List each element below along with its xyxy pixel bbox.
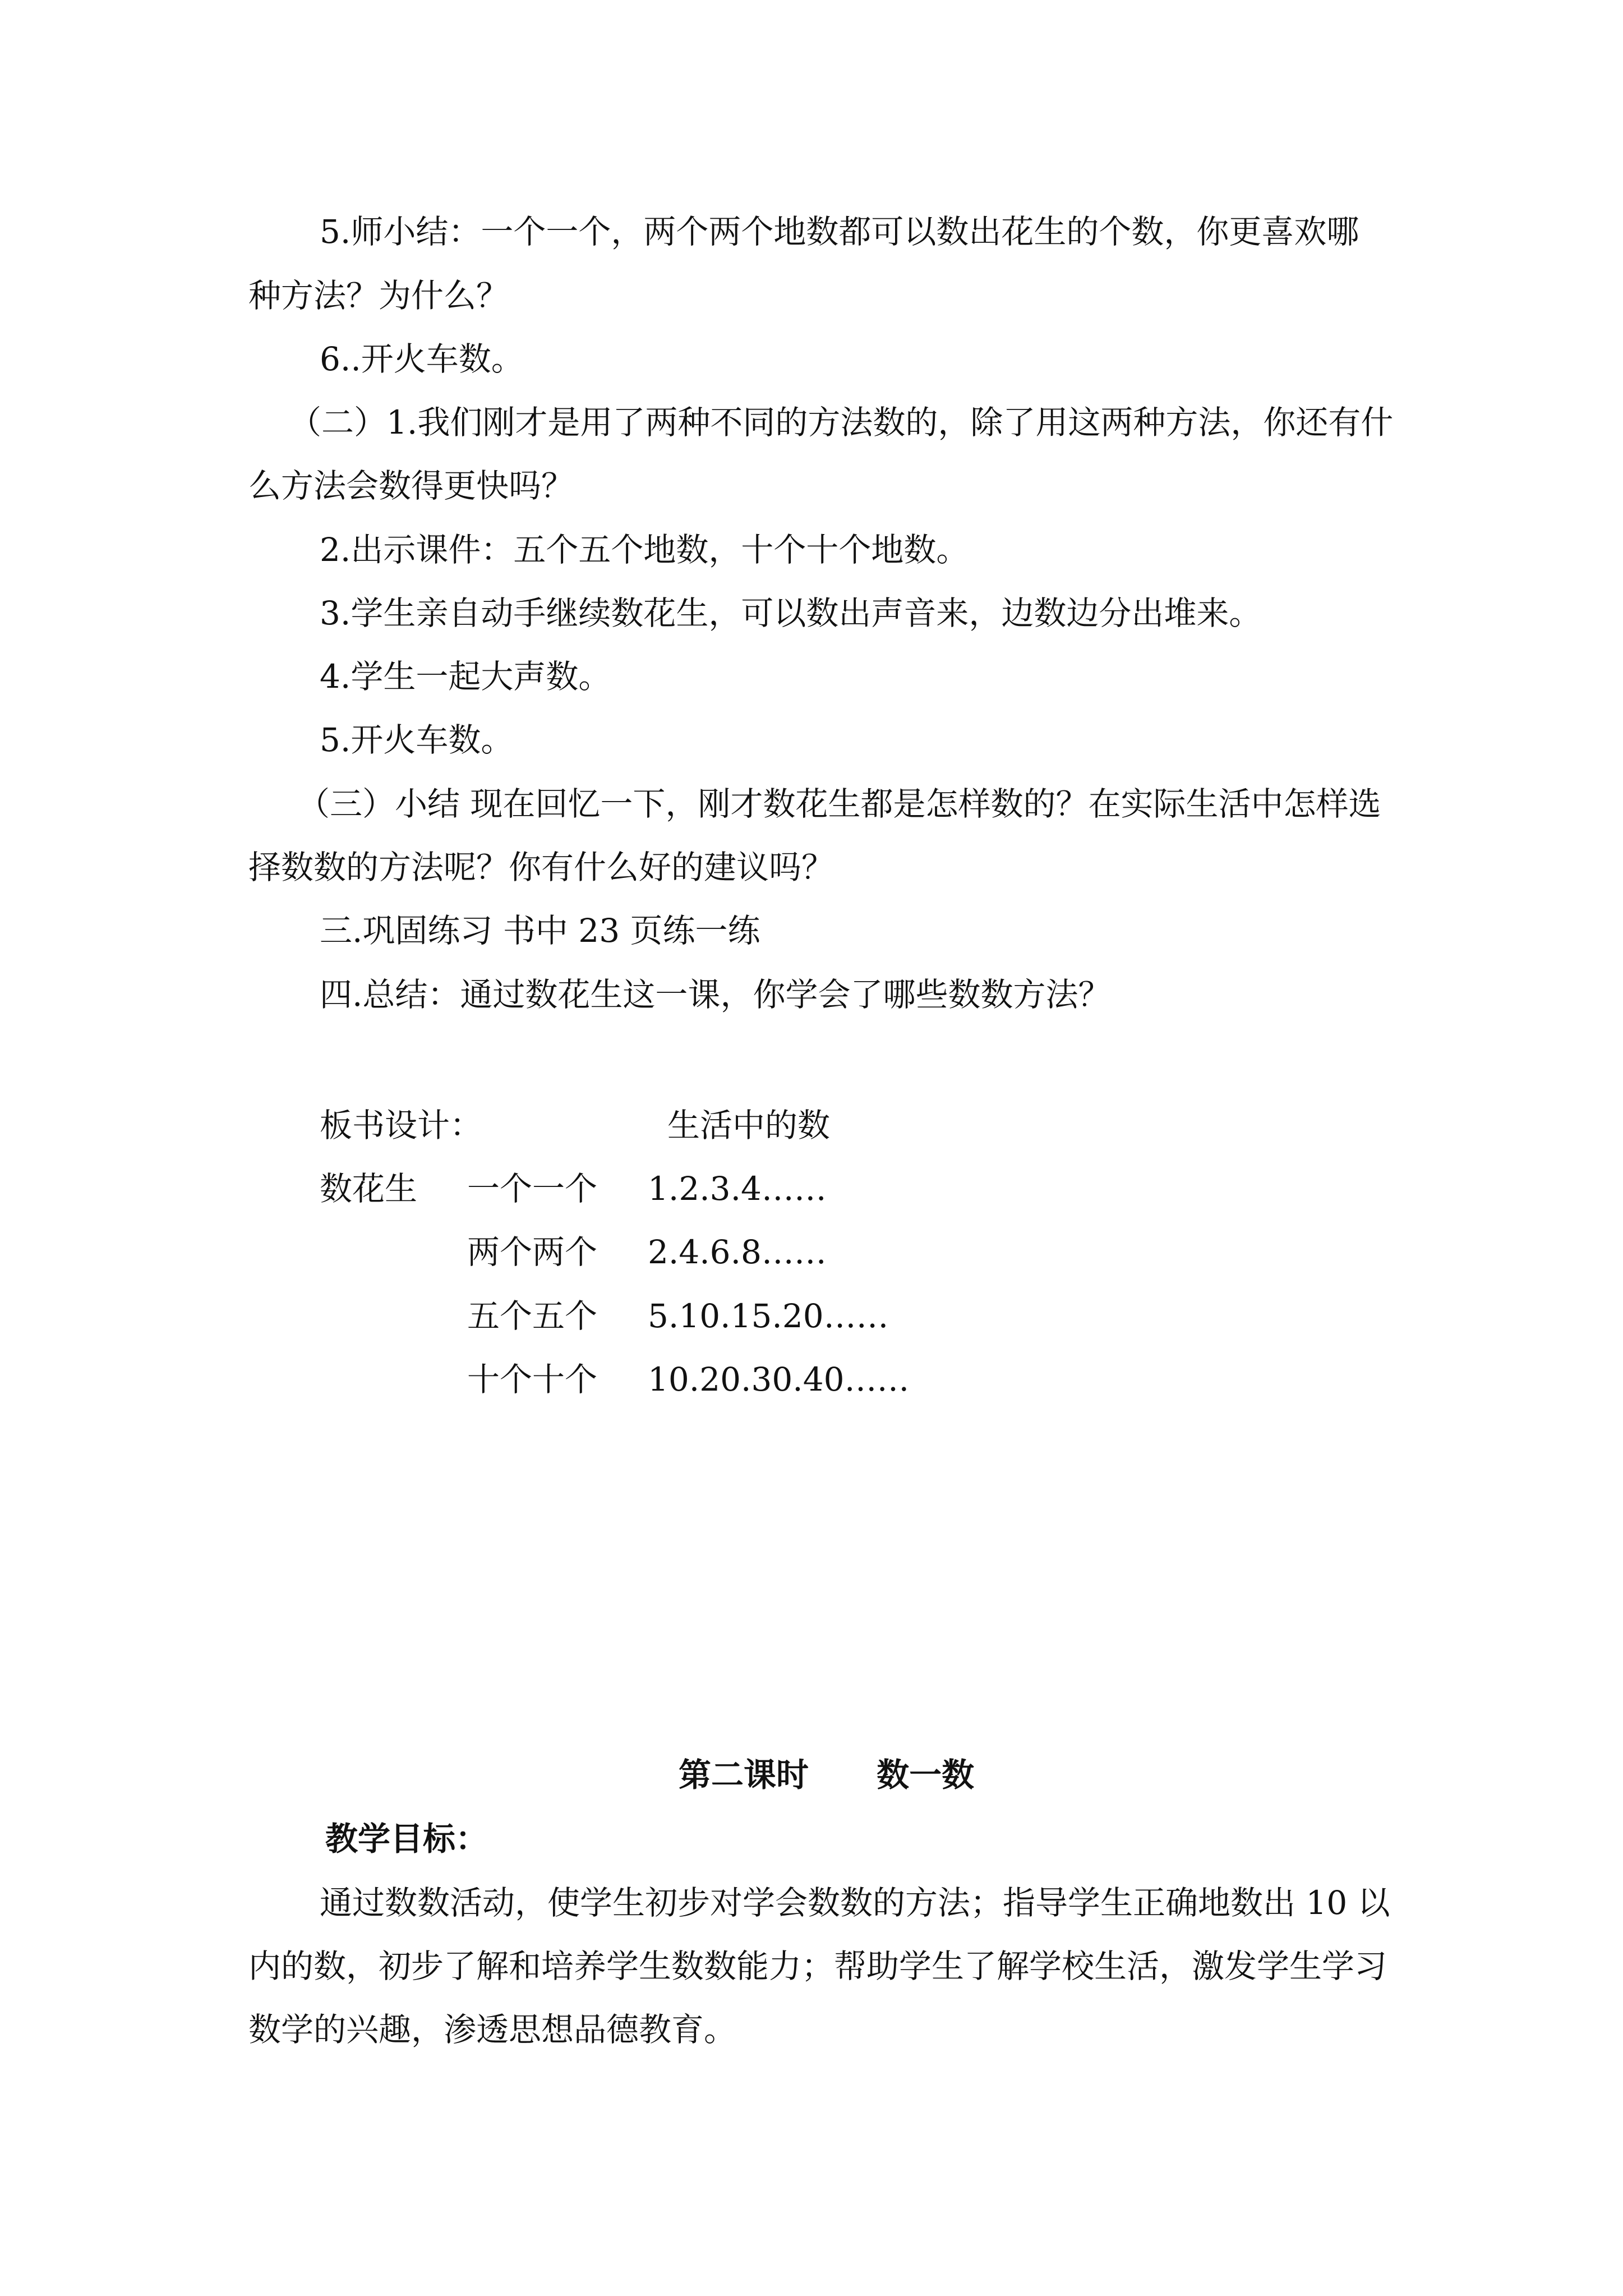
paragraph-line: 5.开火车数。 xyxy=(320,721,514,759)
paragraph-line: 数学的兴趣，渗透思想品德教育。 xyxy=(248,2010,737,2049)
board-label: 板书设计： xyxy=(320,1106,483,1144)
goals-heading: 教学目标： xyxy=(325,1820,488,1858)
board-row-method: 一个一个 xyxy=(467,1170,598,1208)
paragraph-line: 3.学生亲自动手继续数花生，可以数出声音来，边数边分出堆来。 xyxy=(320,594,1262,632)
paragraph-line: 5.师小结：一个一个，两个两个地数都可以数出花生的个数，你更喜欢哪 xyxy=(320,213,1359,251)
board-row-method: 十个十个 xyxy=(467,1360,598,1398)
paragraph-line: 4.学生一起大声数。 xyxy=(320,657,611,696)
paragraph-line: （三）小结 现在回忆一下，刚才数花生都是怎样数的？在实际生活中怎样选 xyxy=(297,785,1381,823)
paragraph-line: 择数数的方法呢？你有什么好的建议吗？ xyxy=(248,848,834,886)
paragraph-line: 三.巩固练习 书中 23 页练一练 xyxy=(320,912,760,950)
board-title: 生活中的数 xyxy=(667,1106,831,1144)
paragraph-line: （二）1.我们刚才是用了两种不同的方法数的，除了用这两种方法，你还有什 xyxy=(289,403,1394,441)
board-row-method: 两个两个 xyxy=(467,1233,598,1271)
board-topic: 数花生 xyxy=(320,1170,418,1208)
paragraph-line: 么方法会数得更快吗？ xyxy=(248,467,574,505)
board-row-sequence: 1.2.3.4…… xyxy=(648,1170,827,1208)
lesson-title: 第二课时 数一数 xyxy=(679,1756,975,1794)
paragraph-line: 通过数数活动，使学生初步对学会数数的方法；指导学生正确地数出 10 以 xyxy=(320,1884,1390,1922)
board-row-sequence: 2.4.6.8…… xyxy=(648,1233,827,1271)
board-row-sequence: 5.10.15.20…… xyxy=(648,1297,889,1335)
paragraph-line: 四.总结：通过数花生这一课，你学会了哪些数数方法？ xyxy=(320,976,1111,1014)
board-row-method: 五个五个 xyxy=(467,1297,598,1335)
paragraph-line: 6..开火车数。 xyxy=(320,340,524,378)
paragraph-line: 2.出示课件：五个五个地数，十个十个地数。 xyxy=(320,531,969,569)
paragraph-line: 种方法？为什么？ xyxy=(248,277,509,315)
board-row-sequence: 10.20.30.40…… xyxy=(648,1360,910,1398)
paragraph-line: 内的数，初步了解和培养学生数数能力；帮助学生了解学校生活，激发学生学习 xyxy=(248,1947,1387,1985)
